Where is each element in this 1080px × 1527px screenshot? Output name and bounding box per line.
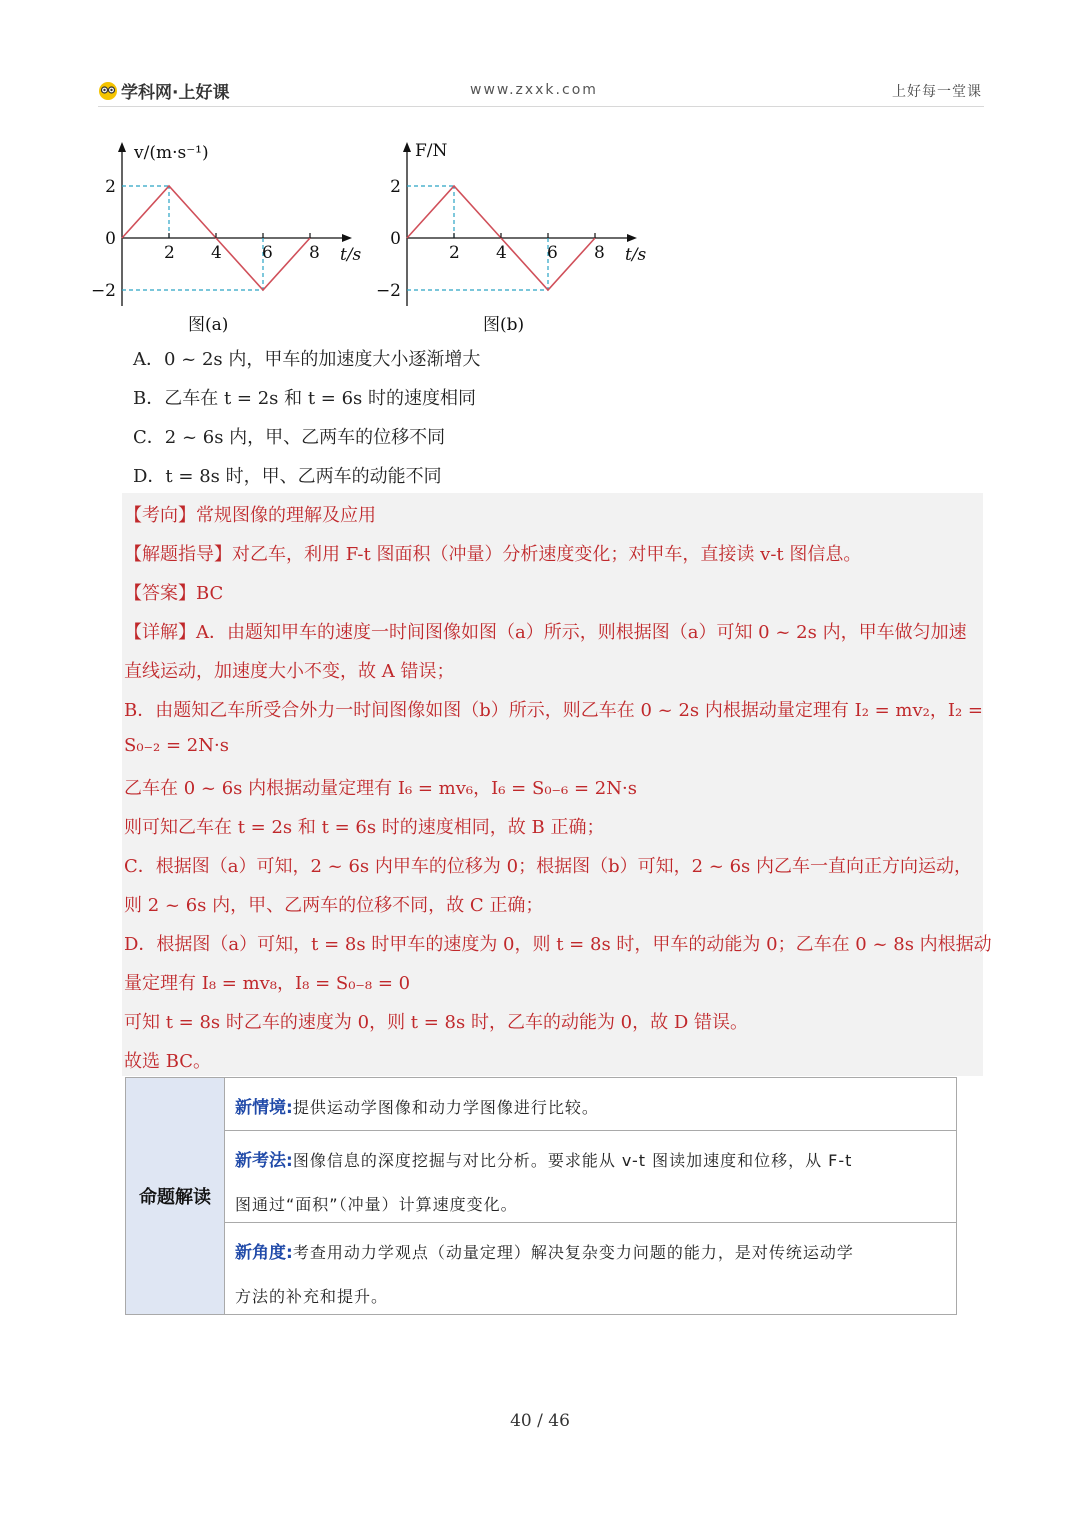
- vt-graph: [90, 136, 366, 340]
- option-b: B．乙车在 t = 2s 和 t = 6s 时的速度相同: [133, 388, 477, 409]
- row-text: 考查用动力学观点（动量定理）解决复杂变力问题的能力，是对传统运动学: [292, 1243, 854, 1262]
- figure-caption: 图(a): [188, 315, 229, 335]
- row-key: 新角度:: [235, 1243, 293, 1263]
- y-tick-label: −2: [375, 281, 401, 301]
- figure-caption: 图(b): [483, 315, 525, 335]
- solution-line: 则 2 ~ 6s 内，甲、乙两车的位移不同，故 C 正确；: [124, 895, 544, 916]
- site-url[interactable]: www.zxxk.com: [470, 82, 598, 98]
- y-tick-label: 2: [105, 177, 116, 197]
- option-d: D．t = 8s 时，甲、乙两车的动能不同: [133, 466, 442, 487]
- figure-a: [90, 136, 366, 340]
- solution-line: 故选 BC。: [124, 1051, 212, 1072]
- row-text: 方法的补充和提升。: [235, 1287, 389, 1306]
- solution-line: B．由题知乙车所受合外力一时间图像如图（b）所示，则乙车在 0 ~ 2s 内根据动量定理有 I₂ = mv₂，I₂ =: [124, 700, 984, 721]
- option-c: C．2 ~ 6s 内，甲、乙两车的位移不同: [133, 427, 446, 448]
- solution-line: S₀₋₂ = 2N·s: [124, 735, 229, 756]
- table-label: 命题解读: [126, 1078, 225, 1314]
- solution-line: 【详解】A．由题知甲车的速度一时间图像如图（a）所示，则根据图（a）可知 0 ~ 2s 内，甲车做匀加速: [124, 622, 967, 643]
- row-text: 提供运动学图像和动力学图像进行比较。: [292, 1098, 599, 1117]
- table-row-angle: [225, 1222, 956, 1315]
- y-tick-label: 2: [390, 177, 401, 197]
- row-key: 新情境:: [235, 1098, 293, 1118]
- logo-text: 学科网·上好课: [121, 83, 230, 103]
- solution-line: 量定理有 I₈ = mv₈，I₈ = S₀₋₈ = 0: [124, 973, 411, 994]
- interpretation-table: [125, 1077, 957, 1315]
- x-tick-label: 8: [594, 243, 605, 263]
- solution-line: 直线运动，加速度大小不变，故 A 错误；: [124, 661, 455, 682]
- axes: [118, 142, 352, 306]
- solution-topic: 【考向】常规图像的理解及应用: [124, 505, 376, 526]
- x-tick-label: 2: [449, 243, 460, 263]
- y-tick-label: 0: [390, 229, 401, 249]
- header-slogan: 上好每一堂课: [892, 84, 982, 100]
- owl-logo-icon: [98, 81, 118, 101]
- x-tick-label: 6: [262, 243, 273, 263]
- solution-line: 乙车在 0 ~ 6s 内根据动量定理有 I₆ = mv₆，I₆ = S₀₋₆ = 2N·s: [124, 778, 637, 799]
- y-tick-label: −2: [90, 281, 116, 301]
- solution-guidance: 【解题指导】对乙车，利用 F-t 图面积（冲量）分析速度变化；对甲车，直接读 v-t 图信息。: [124, 544, 862, 565]
- table-row-method: [225, 1130, 956, 1223]
- y-tick-label: 0: [105, 229, 116, 249]
- table-row-situation: [225, 1078, 956, 1130]
- solution-line: D．根据图（a）可知，t = 8s 时甲车的速度为 0，则 t = 8s 时，甲车的动能为 0；乙车在 0 ~ 8s 内根据动: [124, 934, 992, 955]
- row-key: 新考法:: [235, 1151, 293, 1171]
- brand-logo[interactable]: [98, 78, 229, 103]
- x-axis-label: t/s: [625, 245, 647, 265]
- row-text: 图通过“面积”（冲量）计算速度变化。: [235, 1195, 518, 1214]
- x-tick-label: 8: [309, 243, 320, 263]
- ft-graph: [375, 136, 651, 340]
- x-tick-label: 6: [547, 243, 558, 263]
- row-text: 图像信息的深度挖掘与对比分析。要求能从 v-t 图读加速度和位移，从 F-t: [292, 1151, 853, 1170]
- option-a: A．0 ~ 2s 内，甲车的加速度大小逐渐增大: [133, 349, 481, 370]
- page-number: 40 / 46: [510, 1411, 570, 1431]
- solution-line: C．根据图（a）可知，2 ~ 6s 内甲车的位移为 0；根据图（b）可知，2 ~ 6s 内乙车一直向正方向运动，: [124, 856, 972, 877]
- x-axis-label: t/s: [340, 245, 362, 265]
- axes: [403, 142, 637, 306]
- solution-line: 则可知乙车在 t = 2s 和 t = 6s 时的速度相同，故 B 正确；: [124, 817, 605, 838]
- y-axis-label: v/(m·s⁻¹): [134, 143, 209, 163]
- x-tick-label: 4: [211, 243, 222, 263]
- y-axis-label: F/N: [415, 141, 448, 161]
- figure-b: [375, 136, 651, 340]
- page-header: [98, 76, 984, 107]
- solution-answer: 【答案】BC: [124, 583, 224, 604]
- solution-line: 可知 t = 8s 时乙车的速度为 0，则 t = 8s 时，乙车的动能为 0，故 D 错误。: [124, 1012, 749, 1033]
- x-tick-label: 2: [164, 243, 175, 263]
- x-tick-label: 4: [496, 243, 507, 263]
